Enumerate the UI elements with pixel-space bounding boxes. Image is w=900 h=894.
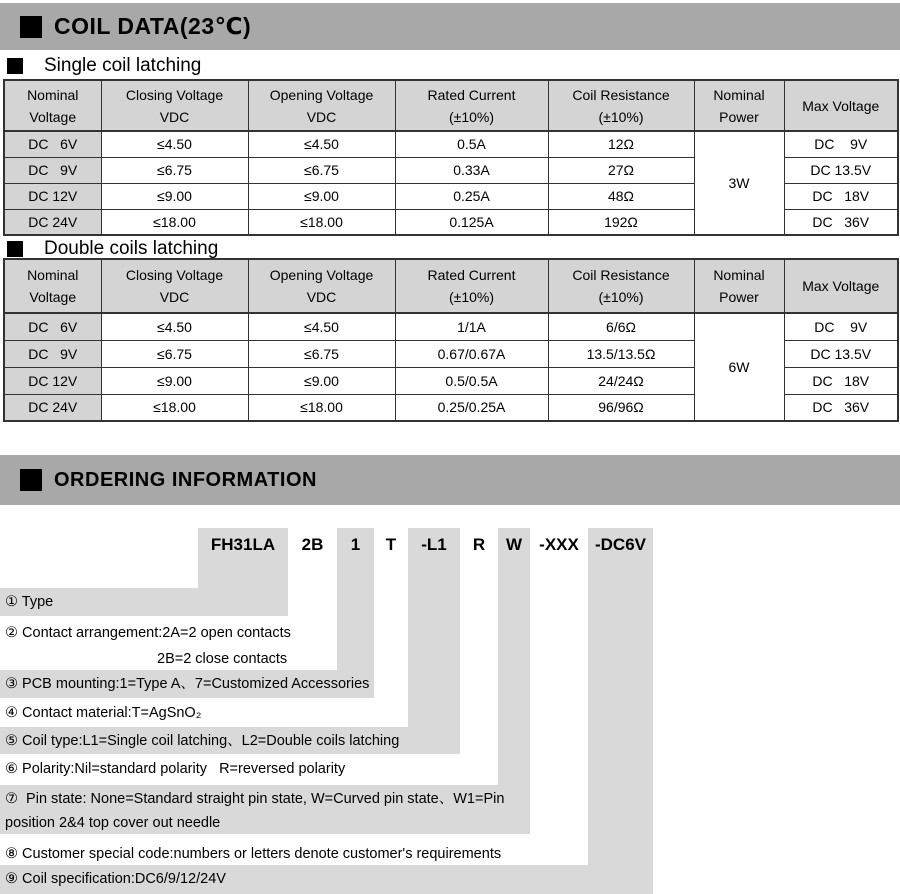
cell-rated-current: 0.25/0.25A — [395, 394, 548, 421]
cell-opening-voltage: ≤18.00 — [248, 394, 395, 421]
cell-closing-voltage: ≤4.50 — [101, 313, 248, 340]
code-segment-contact-material: T — [385, 535, 397, 554]
cell-rated-current: 0.5/0.5A — [395, 367, 548, 394]
cell-max-voltage: DC 13.5V — [784, 157, 898, 183]
col-header-nominal-voltage: Nominal Voltage — [4, 259, 101, 313]
cell-nominal-voltage: DC 24V — [4, 394, 101, 421]
cell-closing-voltage: ≤6.75 — [101, 340, 248, 367]
cell-rated-current: 0.67/0.67A — [395, 340, 548, 367]
section-bullet-icon — [20, 469, 42, 491]
cell-nominal-voltage: DC 12V — [4, 367, 101, 394]
cell-rated-current: 0.125A — [395, 209, 548, 235]
col-header-coil-resistance: Coil Resistance (±10%) — [548, 259, 694, 313]
cell-nominal-power: 6W — [694, 313, 784, 421]
col-header-coil-resistance: Coil Resistance (±10%) — [548, 80, 694, 131]
cell-coil-resistance: 13.5/13.5Ω — [548, 340, 694, 367]
cell-nominal-voltage: DC 12V — [4, 183, 101, 209]
cell-coil-resistance: 96/96Ω — [548, 394, 694, 421]
coil-data-section-header — [0, 3, 900, 50]
cell-nominal-voltage: DC 24V — [4, 209, 101, 235]
table-row — [4, 131, 898, 157]
legend-item-type: ① Type — [5, 594, 54, 610]
legend-item-pcb-mounting: ③ PCB mounting:1=Type A、7=Customized Accessories — [5, 676, 370, 692]
cell-coil-resistance: 192Ω — [548, 209, 694, 235]
col-header-closing-voltage: Closing Voltage VDC — [101, 259, 248, 313]
subtitle-bullet-icon — [7, 241, 23, 257]
col-header-nominal-power: Nominal Power — [694, 80, 784, 131]
code-segment-polarity: R — [472, 535, 486, 554]
legend-item-coil-spec: ⑨ Coil specification:DC6/9/12/24V — [5, 871, 226, 887]
cell-coil-resistance: 24/24Ω — [548, 367, 694, 394]
cell-closing-voltage: ≤6.75 — [101, 157, 248, 183]
cell-opening-voltage: ≤4.50 — [248, 131, 395, 157]
section-title: ORDERING INFORMATION — [54, 468, 317, 491]
single-coil-table — [3, 79, 899, 236]
code-segment-coil-spec: -DC6V — [594, 535, 646, 554]
code-segment-customer-code: -XXX — [539, 535, 579, 554]
cell-max-voltage: DC 36V — [784, 209, 898, 235]
subtitle-text: Single coil latching — [44, 55, 202, 76]
code-segment-pcb-mounting: 1 — [350, 535, 361, 554]
subtitle-bullet-icon — [7, 58, 23, 74]
subtitle-double-coils — [0, 238, 218, 260]
code-segment-type: FH31LA — [210, 535, 276, 554]
cell-opening-voltage: ≤9.00 — [248, 367, 395, 394]
cell-nominal-voltage: DC 9V — [4, 340, 101, 367]
col-header-opening-voltage: Opening Voltage VDC — [248, 259, 395, 313]
cell-closing-voltage: ≤18.00 — [101, 394, 248, 421]
legend-item-polarity: ⑥ Polarity:Nil=standard polarity R=reversed polarity — [5, 761, 346, 777]
cell-closing-voltage: ≤4.50 — [101, 131, 248, 157]
code-column-coil-spec — [588, 528, 653, 894]
legend-item-pin-state-line2: position 2&4 top cover out needle — [5, 815, 221, 831]
col-header-nominal-power: Nominal Power — [694, 259, 784, 313]
legend-item-contact-arrangement-line2: 2B=2 close contacts — [157, 651, 288, 667]
code-segment-contact-arrangement: 2B — [301, 535, 324, 554]
code-segment-pin-state: W — [505, 535, 523, 554]
col-header-opening-voltage: Opening Voltage VDC — [248, 80, 395, 131]
cell-opening-voltage: ≤4.50 — [248, 313, 395, 340]
cell-closing-voltage: ≤18.00 — [101, 209, 248, 235]
cell-closing-voltage: ≤9.00 — [101, 367, 248, 394]
subtitle-text: Double coils latching — [44, 238, 219, 259]
cell-rated-current: 0.5A — [395, 131, 548, 157]
cell-coil-resistance: 12Ω — [548, 131, 694, 157]
cell-max-voltage: DC 13.5V — [784, 340, 898, 367]
cell-rated-current: 1/1A — [395, 313, 548, 340]
col-header-closing-voltage: Closing Voltage VDC — [101, 80, 248, 131]
cell-coil-resistance: 6/6Ω — [548, 313, 694, 340]
cell-max-voltage: DC 18V — [784, 367, 898, 394]
cell-opening-voltage: ≤6.75 — [248, 157, 395, 183]
cell-rated-current: 0.33A — [395, 157, 548, 183]
col-header-max-voltage: Max Voltage — [784, 80, 898, 131]
cell-nominal-voltage: DC 6V — [4, 313, 101, 340]
cell-max-voltage: DC 9V — [784, 131, 898, 157]
legend-item-contact-arrangement: ② Contact arrangement:2A=2 open contacts — [5, 625, 291, 641]
legend-item-customer-code: ⑧ Customer special code:numbers or letters denote customer's requirements — [5, 846, 502, 862]
section-title: COIL DATA(23℃) — [54, 13, 252, 39]
legend-item-coil-type: ⑤ Coil type:L1=Single coil latching、L2=Double coils latching — [5, 733, 400, 749]
code-segment-coil-type: -L1 — [421, 535, 447, 554]
cell-opening-voltage: ≤6.75 — [248, 340, 395, 367]
cell-opening-voltage: ≤9.00 — [248, 183, 395, 209]
cell-coil-resistance: 27Ω — [548, 157, 694, 183]
cell-max-voltage: DC 36V — [784, 394, 898, 421]
cell-rated-current: 0.25A — [395, 183, 548, 209]
cell-max-voltage: DC 18V — [784, 183, 898, 209]
double-coils-table — [3, 258, 899, 422]
legend-item-pin-state: ⑦ Pin state: None=Standard straight pin state, W=Curved pin state、W1=Pin — [5, 791, 505, 807]
cell-nominal-power: 3W — [694, 131, 784, 235]
table-header-row — [4, 80, 898, 131]
cell-closing-voltage: ≤9.00 — [101, 183, 248, 209]
cell-opening-voltage: ≤18.00 — [248, 209, 395, 235]
cell-nominal-voltage: DC 9V — [4, 157, 101, 183]
col-header-rated-current: Rated Current (±10%) — [395, 80, 548, 131]
cell-max-voltage: DC 9V — [784, 313, 898, 340]
table-row — [4, 313, 898, 340]
col-header-max-voltage: Max Voltage — [784, 259, 898, 313]
subtitle-single-coil — [0, 55, 201, 77]
table-header-row — [4, 259, 898, 313]
col-header-nominal-voltage: Nominal Voltage — [4, 80, 101, 131]
section-bullet-icon — [20, 16, 42, 38]
cell-nominal-voltage: DC 6V — [4, 131, 101, 157]
col-header-rated-current: Rated Current (±10%) — [395, 259, 548, 313]
legend-item-contact-material: ④ Contact material:T=AgSnO₂ — [5, 705, 202, 721]
cell-coil-resistance: 48Ω — [548, 183, 694, 209]
ordering-info-section-header — [0, 455, 900, 505]
